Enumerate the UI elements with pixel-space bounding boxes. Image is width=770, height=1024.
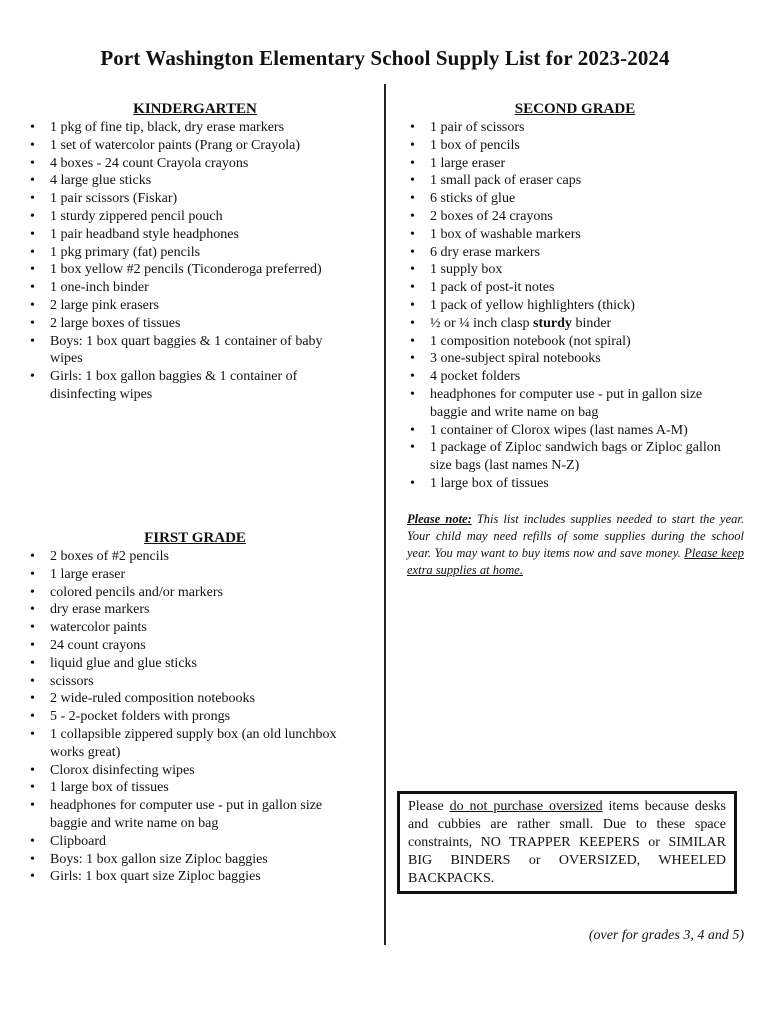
list-item: • Girls: 1 box quart size Ziploc baggies: [30, 868, 355, 886]
list-item: • colored pencils and/or markers: [30, 584, 355, 602]
list-item: • 1 pair of scissors: [410, 119, 740, 137]
list-item: • 1 pair headband style headphones: [30, 226, 350, 244]
list-item: • Clorox disinfecting wipes: [30, 762, 355, 780]
list-item: • 1 set of watercolor paints (Prang or Crayola): [30, 137, 350, 155]
list-item: • headphones for computer use - put in gallon size baggie and write name on bag: [410, 386, 740, 422]
list-item: • 1 container of Clorox wipes (last names A-M): [410, 422, 740, 440]
list-item: • Girls: 1 box gallon baggies & 1 container of disinfecting wipes: [30, 368, 350, 404]
list-item: • 1 box yellow #2 pencils (Ticonderoga preferred): [30, 261, 350, 279]
list-item: • 5 - 2-pocket folders with prongs: [30, 708, 355, 726]
second-grade-heading: SECOND GRADE: [514, 101, 636, 117]
first-grade-heading: FIRST GRADE: [144, 530, 246, 546]
oversized-notice-box: [397, 791, 737, 894]
list-item: • 1 large box of tissues: [30, 779, 355, 797]
list-item: • 1 pack of post-it notes: [410, 279, 740, 297]
list-item: • dry erase markers: [30, 601, 355, 619]
please-note-text: This list includes supplies needed to start the year. Your child may need refills of some supplies during the school year. You may want to buy items now and save money.: [407, 512, 744, 560]
notice-text-post: items because desks and cubbies are rather small. Due to these space constraints, NO TRAPPER KEEPERS or SIMILAR BIG BINDERS or OVERSIZED, WHEELED BACKPACKS.: [408, 799, 726, 886]
list-item: • 1 collapsible zippered supply box (an old lunchbox works great): [30, 726, 355, 762]
list-item: • Boys: 1 box quart baggies & 1 container of baby wipes: [30, 333, 350, 369]
list-item: • 4 pocket folders: [410, 368, 740, 386]
list-item: • watercolor paints: [30, 619, 355, 637]
second-grade-list: [410, 119, 740, 493]
list-item: • 1 pack of yellow highlighters (thick): [410, 297, 740, 315]
page-title: Port Washington Elementary School Supply List for 2023-2024: [100, 46, 670, 70]
first-grade-list: [30, 548, 355, 886]
kindergarten-list: [30, 119, 350, 404]
list-item: • 4 large glue sticks: [30, 172, 350, 190]
list-item: • 1 pkg primary (fat) pencils: [30, 244, 350, 262]
list-item: • 2 boxes of 24 crayons: [410, 208, 740, 226]
list-item: • 1 package of Ziploc sandwich bags or Ziploc gallon size bags (last names N-Z): [410, 439, 740, 475]
list-item: • 3 one-subject spiral notebooks: [410, 350, 740, 368]
list-item: • 1 small pack of eraser caps: [410, 172, 740, 190]
list-item: • Boys: 1 box gallon size Ziploc baggies: [30, 851, 355, 869]
please-note-underlined: Please keep extra supplies at home.: [407, 546, 744, 577]
list-item: • 1 supply box: [410, 261, 740, 279]
list-item: • 1 one-inch binder: [30, 279, 350, 297]
list-item: • 1 pkg of fine tip, black, dry erase markers: [30, 119, 350, 137]
list-item: • 1 composition notebook (not spiral): [410, 333, 740, 351]
list-item-binder: [410, 315, 740, 333]
list-item: • liquid glue and glue sticks: [30, 655, 355, 673]
list-item: • 1 box of pencils: [410, 137, 740, 155]
list-item: • 1 large eraser: [30, 566, 355, 584]
list-item: • 1 sturdy zippered pencil pouch: [30, 208, 350, 226]
list-item: • headphones for computer use - put in gallon size baggie and write name on bag: [30, 797, 355, 833]
list-item: • 1 large box of tissues: [410, 475, 740, 493]
list-item: • scissors: [30, 673, 355, 691]
list-item: • 24 count crayons: [30, 637, 355, 655]
notice-text-underlined: do not purchase oversized: [449, 799, 603, 814]
binder-text-post: binder: [571, 315, 612, 331]
over-page-note: (over for grades 3, 4 and 5): [588, 928, 744, 943]
please-note-label: Please note:: [407, 512, 472, 526]
list-item: • 6 sticks of glue: [410, 190, 740, 208]
please-note-paragraph: [407, 511, 744, 579]
notice-text-pre: Please: [408, 799, 450, 814]
list-item: • Clipboard: [30, 833, 355, 851]
column-divider: [384, 84, 386, 945]
list-item: • 4 boxes - 24 count Crayola crayons: [30, 155, 350, 173]
binder-text-pre: ½ or ¼ inch clasp: [430, 315, 534, 331]
list-item: • 6 dry erase markers: [410, 244, 740, 262]
list-item: • 2 wide-ruled composition notebooks: [30, 690, 355, 708]
binder-text-bold: sturdy: [533, 315, 572, 331]
list-item: • 2 large pink erasers: [30, 297, 350, 315]
kindergarten-heading: KINDERGARTEN: [133, 101, 257, 117]
list-item: • 2 large boxes of tissues: [30, 315, 350, 333]
list-item: • 2 boxes of #2 pencils: [30, 548, 355, 566]
list-item: • 1 pair scissors (Fiskar): [30, 190, 350, 208]
list-item: • 1 large eraser: [410, 155, 740, 173]
list-item: • 1 box of washable markers: [410, 226, 740, 244]
